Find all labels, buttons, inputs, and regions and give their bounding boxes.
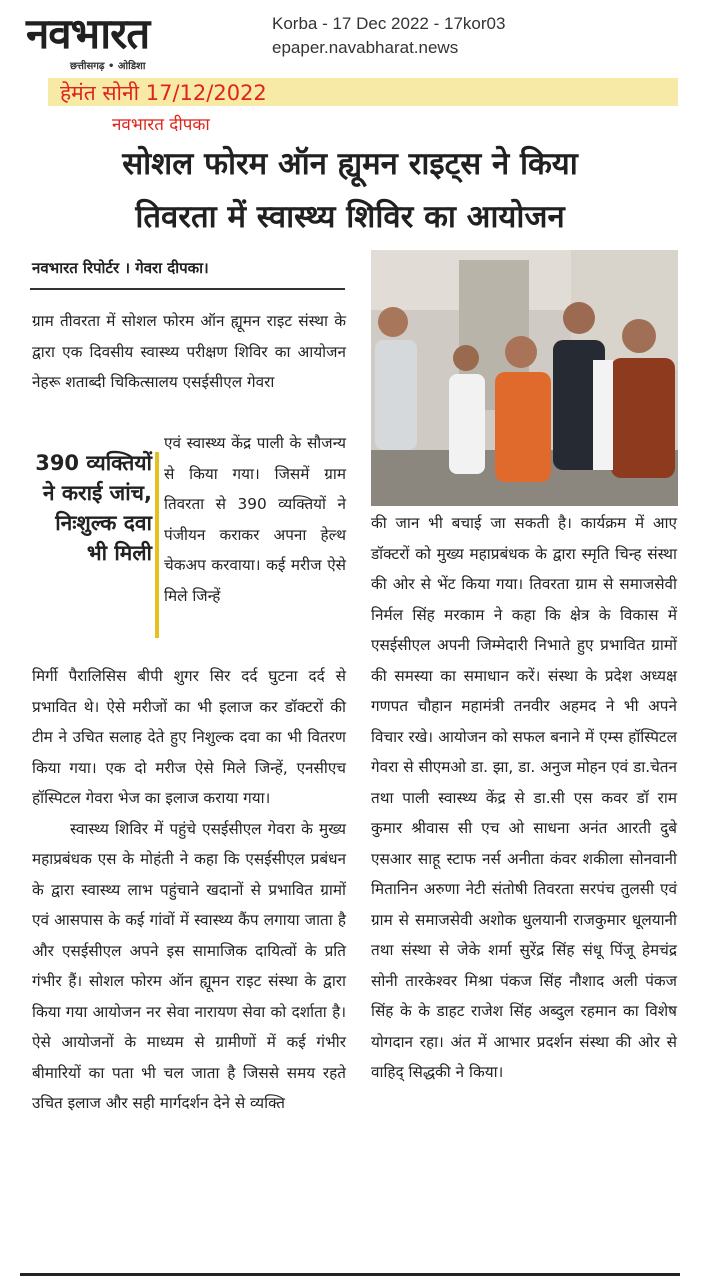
event-photo xyxy=(371,250,678,506)
article-body-part-1 xyxy=(32,306,346,398)
paragraph: की जान भी बचाई जा सकती है। कार्यक्रम में आए डॉक्टरों को मुख्य महाप्रबंधक के द्वारा स्मृति चिन्ह संस्था की ओर से भेंट किया गया। तिवरता ग्राम से समाजसेवी निर्मल सिंह मरकाम ने कहा कि क्षेत्र के विकास में एसईसीएल अपनी जिम्मेदारी निभाते हुए प्रभावित ग्रामों की समस्या का समाधान करें। संस्था के प्रदेश अध्यक्ष गणपत चौहान महामंत्री तनवीर अहमद ने भी अपने विचार रखे। आयोजन को सफल बनाने में एम्स हॉस्पिटल गेवरा से सीएमओ डा. झा, डा. अनुज मोहन एवं डा.चेतन तथा पाली स्वास्थ्य केंद्र से डा.सी एस कवर डॉ राम कुमार श्रीवास सी एच ओ साधना अनंत आरती दुबे एसआर साहू स्टाफ नर्स अनीता कंवर शकीला सोनवानी मितानिन अरुणा नेटी संतोषी तिवरता सरपंच तुलसी एवं ग्राम से समाजसेवी अशोक धुलयानी राजकुमार धूलयानी तथा संस्था से जेके शर्मा सुरेंद्र सिंह संधू पिंजू हेमचंद्र सोनी तारकेश्वर मिश्रा पंकज सिंह नौशाद अली पंकज सिंह के के डाहट राजेश सिंह अब्दुल रहमान का विशेष योगदान रहा। अंत में आभार प्रदर्शन संस्था की ओर से वाहिद् सिद्धकी ने किया। xyxy=(371,514,677,1081)
place-annotation: नवभारत दीपका xyxy=(112,115,210,135)
paragraph: स्वास्थ्य शिविर में पहुंचे एसईसीएल गेवरा के मुख्य महाप्रबंधक एस के मोहंती ने कहा कि एसईसीएल प्रबंधन के द्वारा स्वास्थ्य लाभ पहुंचाने खदानों से प्रभावित ग्रामों एवं आसपास के कई गांवों में स्वास्थ्य कैंप लगाया जाता है और एसईसीएल अपने इस सामाजिक दायित्वों के प्रति गंभीर हैं। सोशल फोरम ऑन ह्यूमन राइट संस्था के द्वारा किया गया आयोजन नर सेवा नारायण सेवा को दर्शाता है। ऐसे आयोजनों के माध्यम से ग्रामीणों में कई गंभीर बीमारियों का पता भी चल जाता है जिससे समय रहते उचित इलाज और सही मार्गदर्शन देने से व्यक्ति xyxy=(32,819,346,1112)
edition-regions: छत्तीसगढ़ • ओडिशा xyxy=(70,61,146,72)
newspaper-logo xyxy=(26,8,248,72)
paragraph: एवं स्वास्थ्य केंद्र पाली के सौजन्य से किया गया। जिसमें ग्राम तिवरता से 390 व्यक्तियों ने पंजीयन कराकर अपना हेल्थ चेकअप करवाया। कई मरीज ऐसे मिले जिन्हें xyxy=(164,434,346,605)
pull-quote: 390 व्यक्तियों ने कराई जांच, निःशुल्क दवा भी मिली xyxy=(35,451,152,565)
article-body-right-column xyxy=(371,508,677,1088)
article-body-part-3 xyxy=(32,661,346,1119)
paragraph: मिर्गी पैरालिसिस बीपी शुगर सिर दर्द घुटना दर्द से प्रभावित थे। ऐसे मरीजों का भी इलाज कर डॉक्टरों की टीम ने उचित सलाह देते हुए निशुल्क दवा का भी वितरण किया गया। एक दो मरीज ऐसे मिले जिन्हें, एनसीएच हॉस्पिटल गेवरा भेज का इलाज कराया गया। xyxy=(32,667,346,807)
page-bottom-rule xyxy=(20,1273,680,1276)
group-photo-illustration xyxy=(371,250,678,506)
article-headline xyxy=(20,138,680,244)
paragraph: ग्राम तीवरता में सोशल फोरम ऑन ह्यूमन राइट संस्था के द्वारा एक दिवसीय स्वास्थ्य परीक्षण शिविर का आयोजन नेहरू शताब्दी चिकित्सालय एसईसीएल गेवरा xyxy=(32,312,346,391)
byline: नवभारत रिपोर्टर । गेवरा दीपका। xyxy=(32,259,209,277)
dateline: Korba - 17 Dec 2022 - 17kor03 xyxy=(272,14,506,33)
pull-quote-bar xyxy=(155,452,159,638)
headline-line-2: तिवरता में स्वास्थ्य शिविर का आयोजन xyxy=(135,199,565,235)
epaper-site[interactable]: epaper.navabharat.news xyxy=(272,38,459,57)
article-body-part-2 xyxy=(164,428,346,611)
byline-divider xyxy=(30,288,345,290)
logo-wordmark: नवभारत xyxy=(26,9,150,58)
edition-info xyxy=(272,12,505,60)
reporter-date-annotation: हेमंत सोनी 17/12/2022 xyxy=(60,81,267,105)
headline-line-1: सोशल फोरम ऑन ह्यूमन राइट्स ने किया xyxy=(122,146,578,182)
